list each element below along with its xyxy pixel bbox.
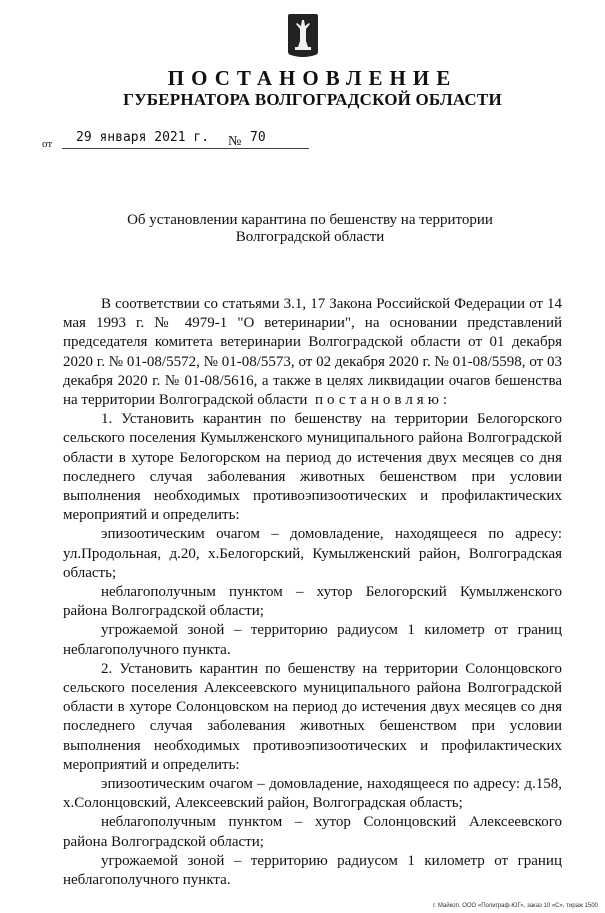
date-number-line	[42, 128, 342, 152]
document-issuer: ГУБЕРНАТОРА ВОЛГОГРАДСКОЙ ОБЛАСТИ	[123, 90, 502, 109]
print-footer: г. Майкоп. ООО «Полиграф-ЮГ», заказ 10 «С», тираж 1500	[433, 903, 598, 909]
document-number: 70	[250, 130, 266, 145]
decree-word: постановляю:	[314, 392, 452, 409]
number-underline	[247, 148, 309, 149]
intro-text: В соответствии со статьями 3.1, 17 Закона Российской Федерации от 14 мая 1993 г. № 4979-1 "О ветеринарии", на основании представлений председателя комитета ветеринарии Волгоградской области от 01 декабря 2020 г. № 01-08/5572, № 01-08/5573, от 02 декабря 2020 г. № 01-08/5598, от 03 декабря 2020 г. № 01-08/5616, а также в целях ликвидации очагов бешенства на территории Волгоградской области	[63, 296, 562, 409]
paragraph-1: 1. Установить карантин по бешенству на территории Белогорского сельского поселения Кумылженского муниципального района Волгоградской области в хуторе Белогорском на период до истечения двух месяцев со дня последнего случая заболевания животных бешенством при условии выполнения необходимых противоэпизоотических и профилактических мероприятий и определить:	[63, 411, 562, 524]
document-subject	[60, 212, 560, 246]
document-title: ПОСТАНОВЛЕНИЕ	[167, 66, 458, 90]
document-body	[63, 295, 562, 890]
from-label: от	[42, 138, 53, 150]
volgograd-emblem-icon	[288, 14, 318, 60]
intro-paragraph	[63, 295, 562, 410]
paragraph-1-zone: угрожаемой зоной – территорию радиусом 1 километр от границ неблагополучного пункта.	[63, 622, 562, 658]
subject-line-2: Волгоградской области	[235, 229, 385, 245]
paragraph-1-point: неблагополучным пунктом – хутор Белогорский Кумылженского района Волгоградской области;	[63, 584, 562, 620]
paragraph-1-focus: эпизоотическим очагом – домовладение, находящееся по адресу: ул.Продольная, д.20, х.Белогорский, Кумылженский район, Волгоградская область;	[63, 526, 562, 581]
paragraph-2-point: неблагополучным пунктом – хутор Солонцовский Алексеевского района Волгоградской области;	[63, 814, 562, 850]
subject-line-1: Об установлении карантина по бешенству на территории	[127, 212, 493, 228]
paragraph-2-focus: эпизоотическим очагом – домовладение, находящееся по адресу: д.158, х.Солонцовский, Алексеевский район, Волгоградская область;	[63, 776, 562, 812]
paragraph-2-zone: угрожаемой зоной – территорию радиусом 1 километр от границ неблагополучного пункта.	[63, 852, 562, 889]
document-date: 29 января 2021 г.	[76, 130, 210, 145]
number-label: №	[228, 134, 242, 149]
paragraph-2: 2. Установить карантин по бешенству на территории Солонцовского сельского поселения Алексеевского муниципального района Волгоградской области в хуторе Солонцовском на период до истечения двух месяцев со дня последнего случая заболевания животных бешенством при условии выполнения необходимых противоэпизоотических и профилактических мероприятий и определить:	[63, 660, 562, 773]
